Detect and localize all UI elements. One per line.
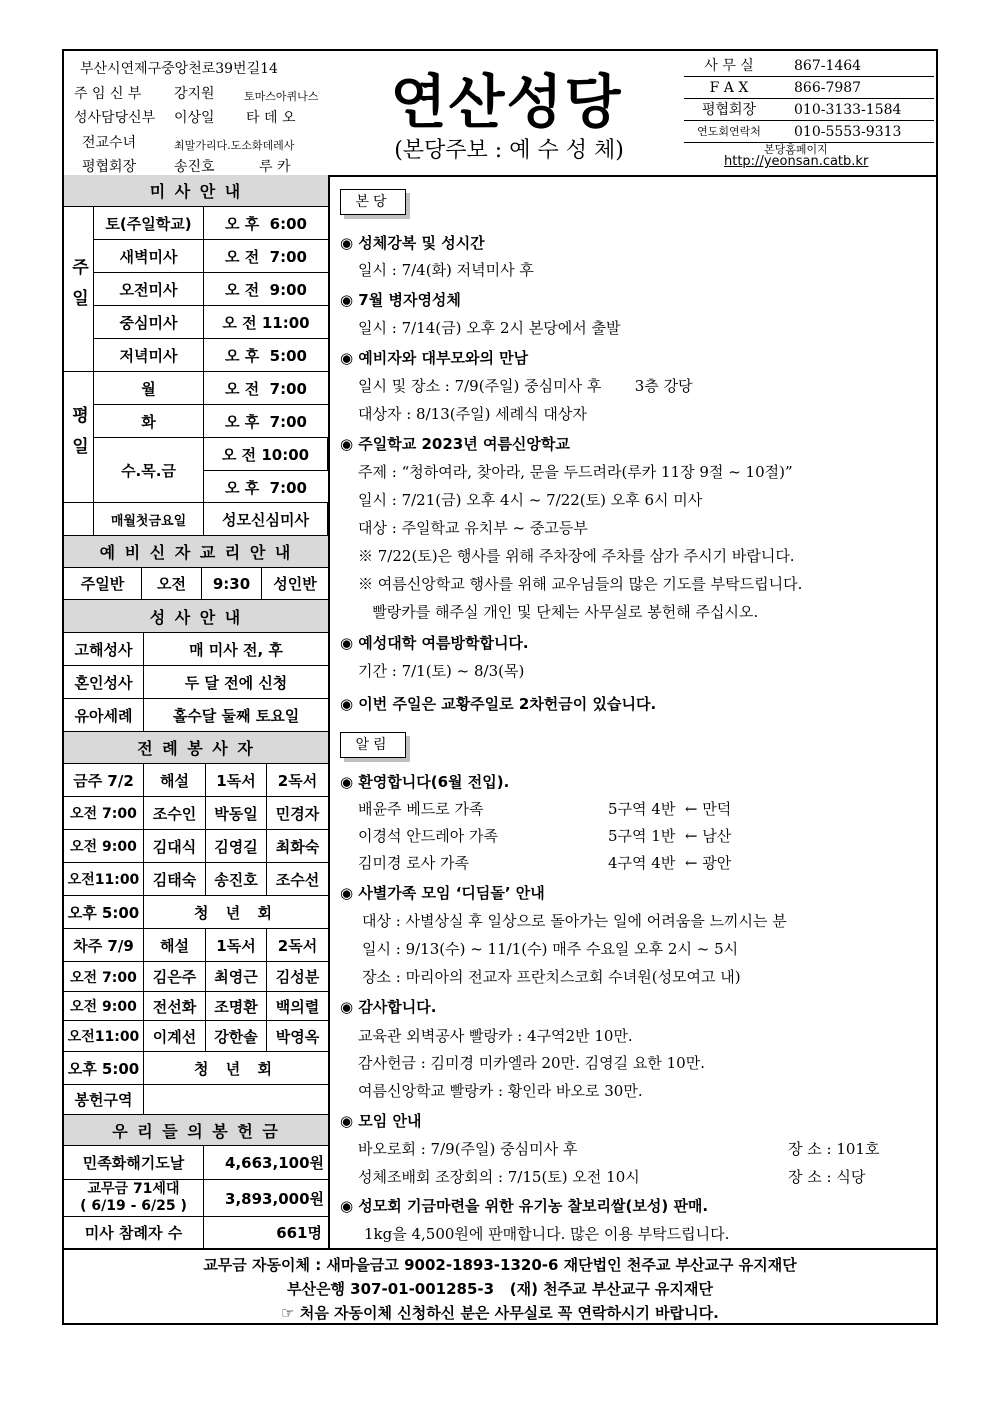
notice-line: 일시 : 7/14(금) 오후 2시 본당에서 출발 [358,319,621,337]
contact-row: F A X 866-7987 [684,77,934,99]
meeting-place: 장 소 : 101호 [788,1140,880,1158]
welcome-name: 김미경 로사 가족 [358,854,469,872]
mass-heading: 미 사 안 내 [64,175,328,206]
contact-info [684,55,934,143]
welcome-area: 5구역 4반 ← 만덕 [608,800,732,818]
notice-line: 장소 : 마리아의 전교자 프란치스코회 수녀원(성모여고 내) [362,968,741,986]
sunday-label: 주일 [64,207,94,372]
notice-title: ◉ 감사합니다. [340,998,437,1016]
servers-row: 오전 7:00 김은주 최영근 김성분 [64,962,328,992]
notice-line: 일시 : 9/13(수) ~ 11/1(수) 매주 수요일 오후 2시 ~ 5시 [362,940,739,958]
sacrament-heading-row: 성 사 안 내 [64,600,328,633]
staff-row: 평협회장 송진호 루 카 [82,159,291,175]
catechumen-heading-row: 예 비 신 자 교 리 안 내 [64,536,328,568]
welcome-name: 배윤주 베드로 가족 [358,800,484,818]
notice-line: 주제 : “청하여라, 찾아라, 문을 두드려라(루카 11장 9절 ~ 10절)” [358,463,793,481]
notice-line: ※ 여름신앙학교 행사를 위해 교우님들의 많은 기도를 부탁드립니다. [358,575,803,593]
footer-line: 교무금 자동이체 : 새마을금고 9002-1893-1320-6 재단법인 천주교 부산교구 유지재단 [203,1256,797,1274]
notice-line: 빨랑카를 해주실 개인 및 단체는 사무실로 봉헌해 주십시오. [358,603,759,621]
servers-heading-row: 전 례 봉 사 자 [64,732,328,764]
sacrament-row: 고해성사 매 미사 전, 후 [64,633,328,666]
offering-area-row: 봉헌구역 [64,1085,328,1115]
notice-line: 대상 : 사별상실 후 일상으로 돌아가는 일에 어려움을 느끼시는 분 [362,912,787,930]
mass-row: 화 오 후 7:00 [94,405,328,438]
servers-evening-row: 오후 5:00 청 년 회 [64,896,328,929]
servers-row: 오전 9:00 김대식 김영길 최화숙 [64,830,328,863]
staff-row: 성사담당신부 이상일 타 데 오 [74,110,296,126]
notice-title: ◉ 사별가족 모임 ‘디딤돌’ 안내 [340,884,545,902]
offering-row: 미사 참례자 수 661명 [64,1217,328,1248]
staff-row: 주 임 신 부 강지원 토마스아퀴나스 [74,85,319,103]
servers-week-head: 차주 7/9 해설 1독서 2독서 [64,929,328,962]
offering-row: 교무금 71세대 ( 6/19 - 6/25 ) 3,893,000원 [64,1180,328,1217]
notice-line: 대상 : 주일학교 유치부 ~ 중고등부 [358,519,588,537]
notices-tag: 알림 [340,732,406,758]
notice-title: ◉ 주일학교 2023년 여름신앙학교 [340,435,570,453]
page-subtitle: (본당주보 : 예 수 성 체) [394,138,624,163]
staff-row: 전교수녀 최말가리다.도소화데레사 [82,134,295,152]
meeting-text: 바오로회 : 7/9(주일) 중심미사 후 [358,1140,578,1158]
notice-line: 일시 : 7/21(금) 오후 4시 ~ 7/22(토) 오후 6시 미사 [358,491,703,509]
notice-line: 감사헌금 : 김미경 미카엘라 20만. 김영길 요한 10만. [358,1054,705,1072]
contact-row: 연도회연락처 010-5553-9313 [684,121,934,143]
meeting-place: 장 소 : 식당 [788,1168,866,1186]
notice-title: ◉ 예비자와 대부모와의 만남 [340,349,529,367]
mass-row: 새벽미사 오 전 7:00 [94,240,328,273]
welcome-name: 이경석 안드레아 가족 [358,827,498,845]
footer-line: 부산은행 307-01-001285-3 (재) 천주교 부산교구 유지재단 [286,1280,714,1298]
homepage-label: 본당홈페이지 [764,143,828,156]
servers-evening-row: 오후 5:00 청 년 회 [64,1052,328,1085]
servers-row: 오전11:00 이계선 강한솔 박영옥 [64,1021,328,1052]
page-title: 연산성당 [390,68,623,136]
notice-line: 여름신앙학교 빨랑카 : 황인라 바오로 30만. [358,1082,643,1100]
right-column [330,175,936,1248]
welcome-area: 5구역 1반 ← 남산 [608,827,732,845]
welcome-area: 4구역 4반 ← 광안 [608,854,732,872]
mass-row: 월 오 전 7:00 [94,372,328,405]
footer-line: ☞ 처음 자동이체 신청하신 분은 사무실로 꼭 연락하시기 바랍니다. [281,1304,719,1322]
servers-row: 오전 9:00 전선화 조명환 백의렬 [64,992,328,1021]
contact-row: 평협회장 010-3133-1584 [684,99,934,121]
header [64,51,936,177]
staff-info [74,57,319,180]
notice-line: 1kg을 4,500원에 판매합니다. 많은 이용 부탁드립니다. [364,1225,730,1243]
notice-title: ◉ 성체강복 및 성시간 [340,234,485,252]
notice-line: 일시 및 장소 : 7/9(주일) 중심미사 후 3층 강당 [358,377,693,395]
offerings-heading-row: 우 리 들 의 봉 헌 금 [64,1115,328,1146]
parish-tag: 본당 [340,189,406,215]
mass-row: 토(주일학교) 오 후 6:00 [94,207,328,240]
servers-row: 오전11:00 김태숙 송진호 조수선 [64,863,328,896]
footer [64,1248,936,1325]
contact-row: 사 무 실 867-1464 [684,55,934,77]
offering-row: 민족화해기도날 4,663,100원 [64,1146,328,1180]
meeting-text: 성체조배회 조장회의 : 7/15(토) 오전 10시 [358,1168,640,1186]
sacrament-row: 유아세례 홀수달 둘째 토요일 [64,699,328,732]
mass-row: 오전미사 오 전 9:00 [94,273,328,306]
notice-line: 기간 : 7/1(토) ~ 8/3(목) [358,662,525,680]
notice-line: 일시 : 7/4(화) 저녁미사 후 [358,261,534,279]
notice-line: ※ 7/22(토)은 행사를 위해 주차장에 주차를 삼가 주시기 바랍니다. [358,547,795,565]
notice-title: ◉ 예성대학 여름방학합니다. [340,634,529,652]
bulletin-page [62,49,938,1325]
left-column [64,175,330,1248]
mass-heading-row [64,175,328,207]
notice-line: 대상자 : 8/13(주일) 세례식 대상자 [358,405,587,423]
notice-line: 교육관 외벽공사 빨랑카 : 4구역2반 10만. [358,1027,633,1045]
notice-title: ◉ 환영합니다(6월 전입). [340,773,510,791]
address: 부산시연제구중앙천로39번길14 [80,61,278,77]
mass-row: 중심미사 오 전 11:00 [94,306,328,339]
mass-row: 저녁미사 오 후 5:00 [94,339,328,372]
mass-row: 수.목.금 오 전 10:00 오 후 7:00 [94,438,328,503]
notice-title: ◉ 7월 병자영성체 [340,291,461,309]
notice-title: ◉ 성모회 기금마련을 위한 유기농 찰보리쌀(보성) 판매. [340,1197,709,1215]
servers-row: 오전 7:00 조수인 박동일 민경자 [64,797,328,830]
notice-title: ◉ 이번 주일은 교황주일로 2차헌금이 있습니다. [340,695,657,713]
sacrament-row: 혼인성사 두 달 전에 신청 [64,666,328,699]
notice-title: ◉ 모임 안내 [340,1112,422,1130]
servers-week-head: 금주 7/2 해설 1독서 2독서 [64,764,328,797]
catechumen-row: 주일반 오전 9:30 성인반 [64,568,328,600]
first-friday-row: 매월첫금요일 성모신심미사 [64,503,328,536]
weekday-label: 평일 [64,372,94,503]
homepage-link[interactable]: http://yeonsan.catb.kr [724,154,869,169]
